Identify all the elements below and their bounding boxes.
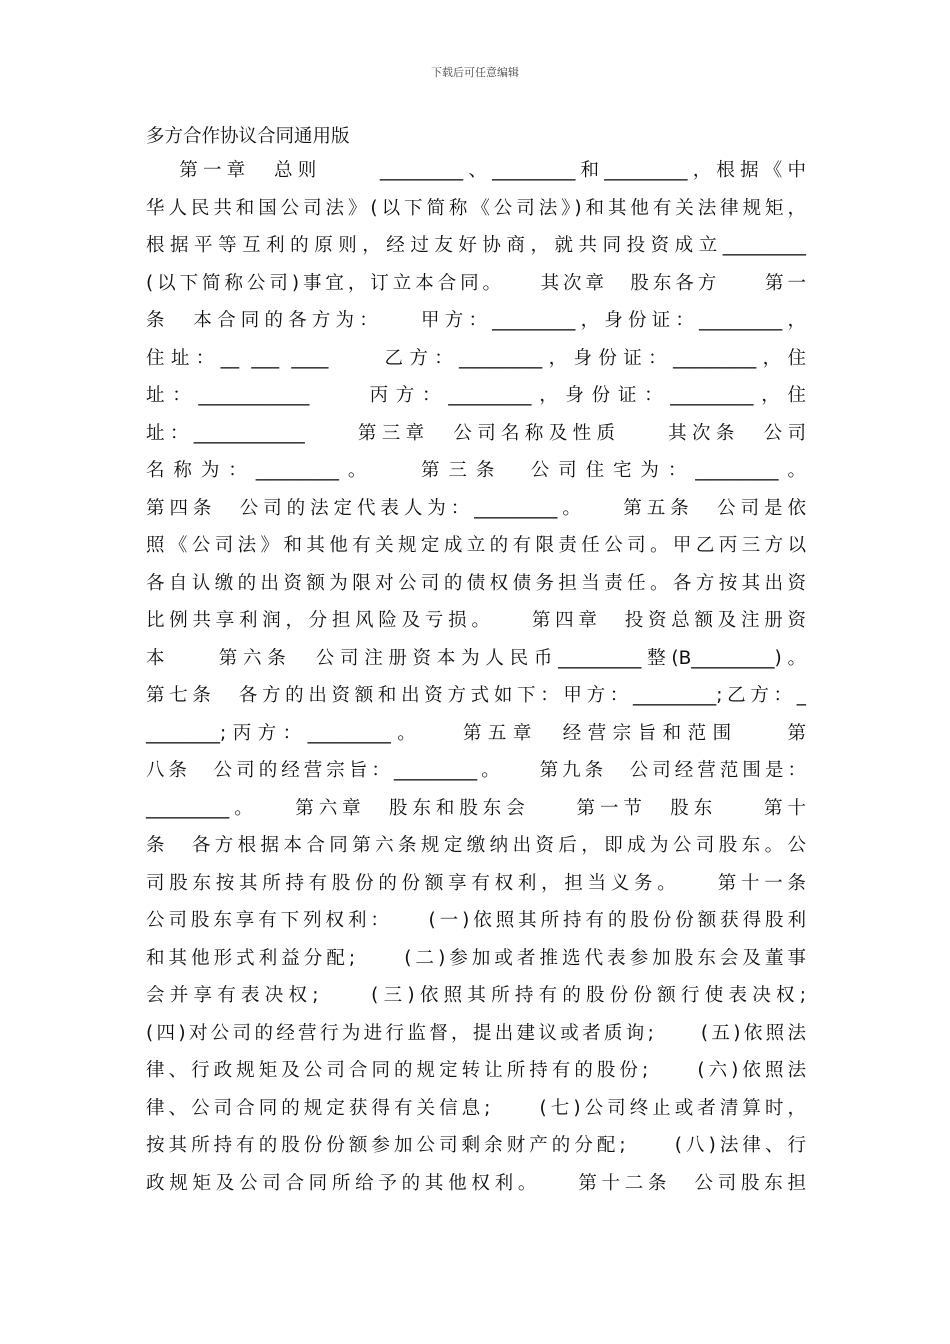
body-line: 址：____________ 第三章 公司名称及性质 其次条 公司 (146, 422, 806, 444)
body-line: 根据平等互利的原则，经过友好协商，就共同投资成立_________ (146, 235, 806, 256)
body-line: 会并享有表决权; (三)依照其所持有的股份份额行使表决权; (146, 985, 806, 1006)
body-line: 本 第六条 公司注册资本为人民币_________整(B_________)。 (146, 647, 806, 669)
body-line: 律、公司合同的规定获得有关信息; (七)公司终止或者清算时， (146, 1097, 806, 1119)
body-line: 第一章 总则 _________、_________和_________，根据《中 (146, 160, 806, 181)
body-line: 公司股东享有下列权利： (一)依照其所持有的股份份额获得股利 (146, 910, 806, 931)
page-header-caption: 下载后可任意编辑 (431, 66, 519, 79)
body-line: 司股东按其所持有股份的份额享有权利，担当义务。 第十一条 (146, 872, 806, 894)
body-line: 条 各方根据本合同第六条规定缴纳出资后，即成为公司股东。公 (146, 835, 806, 856)
body-line: 按其所持有的股份份额参加公司剩余财产的分配; (八)法律、行 (146, 1135, 806, 1156)
body-line: 址：____________ 丙方：_________，身份证：_________，住 (146, 385, 806, 406)
body-line: 八条 公司的经营宗旨：_________。 第九条 公司经营范围是： (146, 760, 806, 781)
body-line: 第七条 各方的出资额和出资方式如下：甲方：_________;乙方：_ (146, 685, 806, 706)
body-line: 各自认缴的出资额为限对公司的债权债务担当责任。各方按其出资 (146, 572, 806, 594)
body-line: (四)对公司的经营行为进行监督，提出建议或者质询; (五)依照法 (146, 1022, 806, 1044)
body-line: 比例共享利润，分担风险及亏损。 第四章 投资总额及注册资 (146, 610, 806, 631)
body-line: 律、行政规矩及公司合同的规定转让所持有的股份; (六)依照法 (146, 1060, 806, 1081)
body-line: 第四条 公司的法定代表人为：_________。 第五条 公司是依 (146, 497, 806, 519)
body-line: 和其他形式利益分配; (二)参加或者推选代表参加股东会及董事 (146, 947, 806, 969)
document-title: 多方合作协议合同通用版 (146, 126, 350, 147)
body-line: 政规矩及公司合同所给予的其他权利。 第十二条 公司股东担 (146, 1172, 806, 1194)
body-line: 华人民共和国公司法》(以下简称《公司法》)和其他有关法律规矩， (146, 197, 806, 219)
body-line: (以下简称公司)事宜，订立本合同。 其次章 股东各方 第一 (146, 272, 806, 294)
body-line: 条 本合同的各方为： 甲方：_________，身份证：_________， (146, 310, 806, 331)
body-line: ________;丙方：_________。 第五章 经营宗旨和范围 第 (146, 722, 806, 744)
body-line: 照《公司法》和其他有关规定成立的有限责任公司。甲乙丙三方以 (146, 535, 806, 556)
body-line: _________。 第六章 股东和股东会 第一节 股东 第十 (146, 797, 806, 819)
body-line: 名称为：_________。 第三条 公司住宅为：_________。 (146, 460, 806, 481)
body-line: 住址：__ ___ ____ 乙方：_________，身份证：_________，住 (146, 347, 806, 369)
